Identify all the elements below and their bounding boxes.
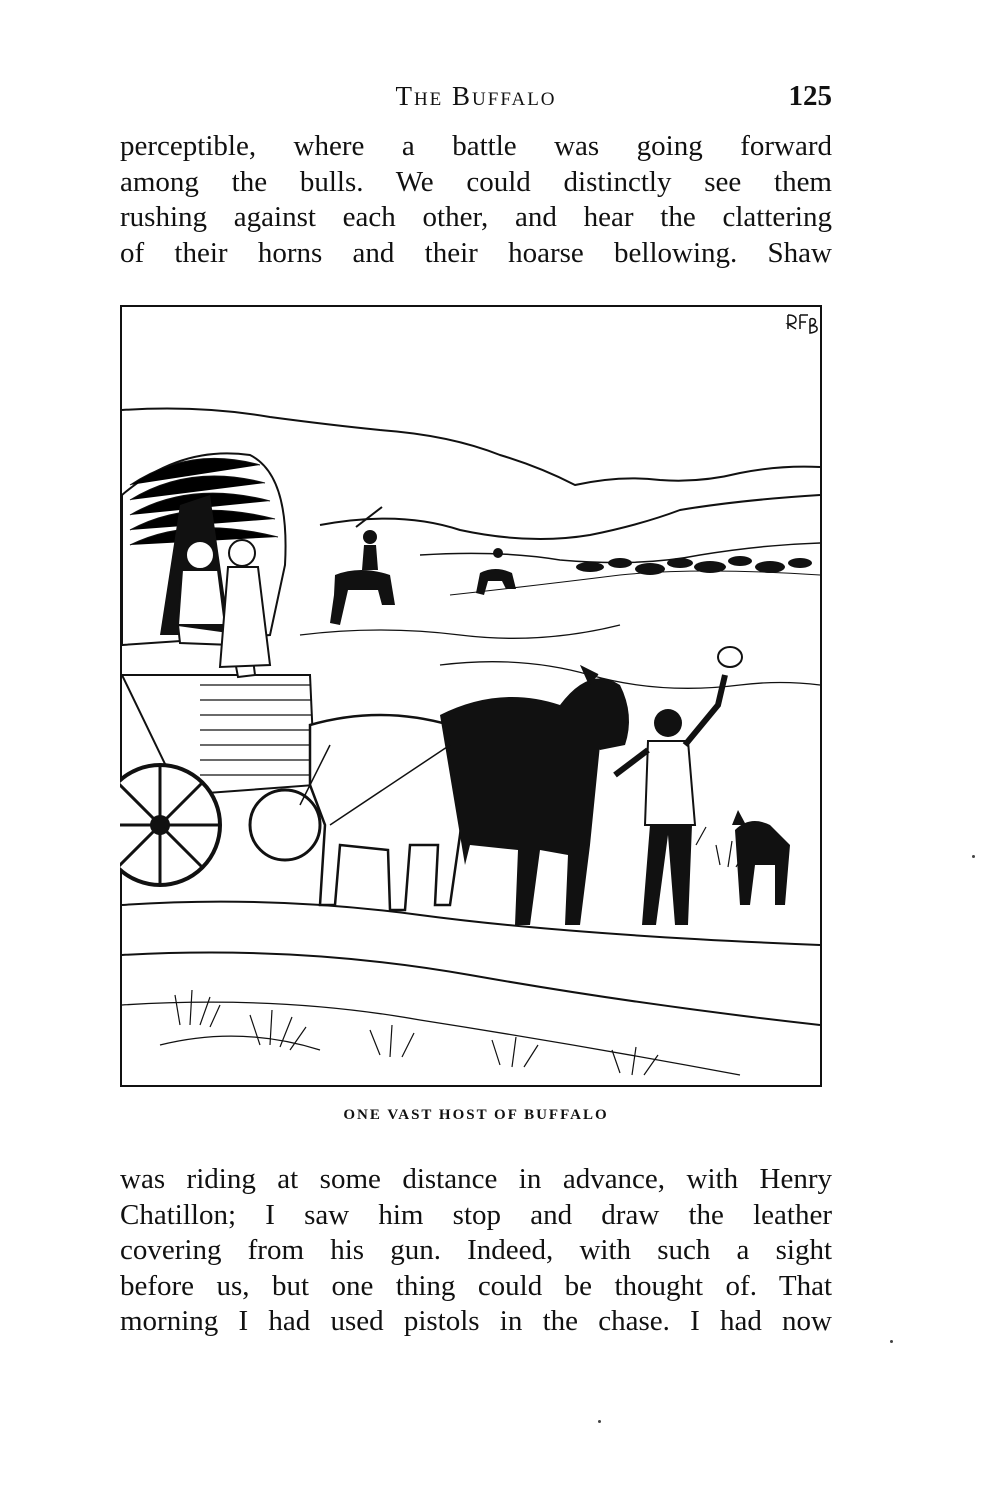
paper-speck <box>890 1340 893 1343</box>
running-title: The Buffalo <box>395 81 557 111</box>
text-line: covering from his gun. Indeed, with such a sight <box>120 1234 832 1266</box>
body-text-top <box>120 129 832 271</box>
figure-caption: ONE VAST HOST OF BUFFALO <box>343 1107 609 1123</box>
text-line: of their horns and their hoarse bellowing. Shaw <box>120 236 832 269</box>
illustration-drawing <box>120 305 822 1087</box>
text-line: rushing against each other, and hear the clattering <box>120 201 832 233</box>
text-line: Chatillon; I saw him stop and draw the leather <box>120 1198 832 1231</box>
paper-speck <box>598 1420 601 1423</box>
body-text-bottom <box>120 1162 832 1340</box>
text-line: among the bulls. We could distinctly see them <box>120 165 832 198</box>
paper-speck <box>972 855 975 858</box>
text-line: perceptible, where a battle was going forward <box>120 130 832 162</box>
page-number: 125 <box>788 80 832 112</box>
running-head <box>120 76 832 116</box>
text-line: before us, but one thing could be thought of. That <box>120 1269 832 1302</box>
text-line: was riding at some distance in advance, with Henry <box>120 1163 832 1195</box>
text-line: morning I had used pistols in the chase. I had now <box>120 1305 832 1337</box>
illustration <box>120 305 822 1087</box>
